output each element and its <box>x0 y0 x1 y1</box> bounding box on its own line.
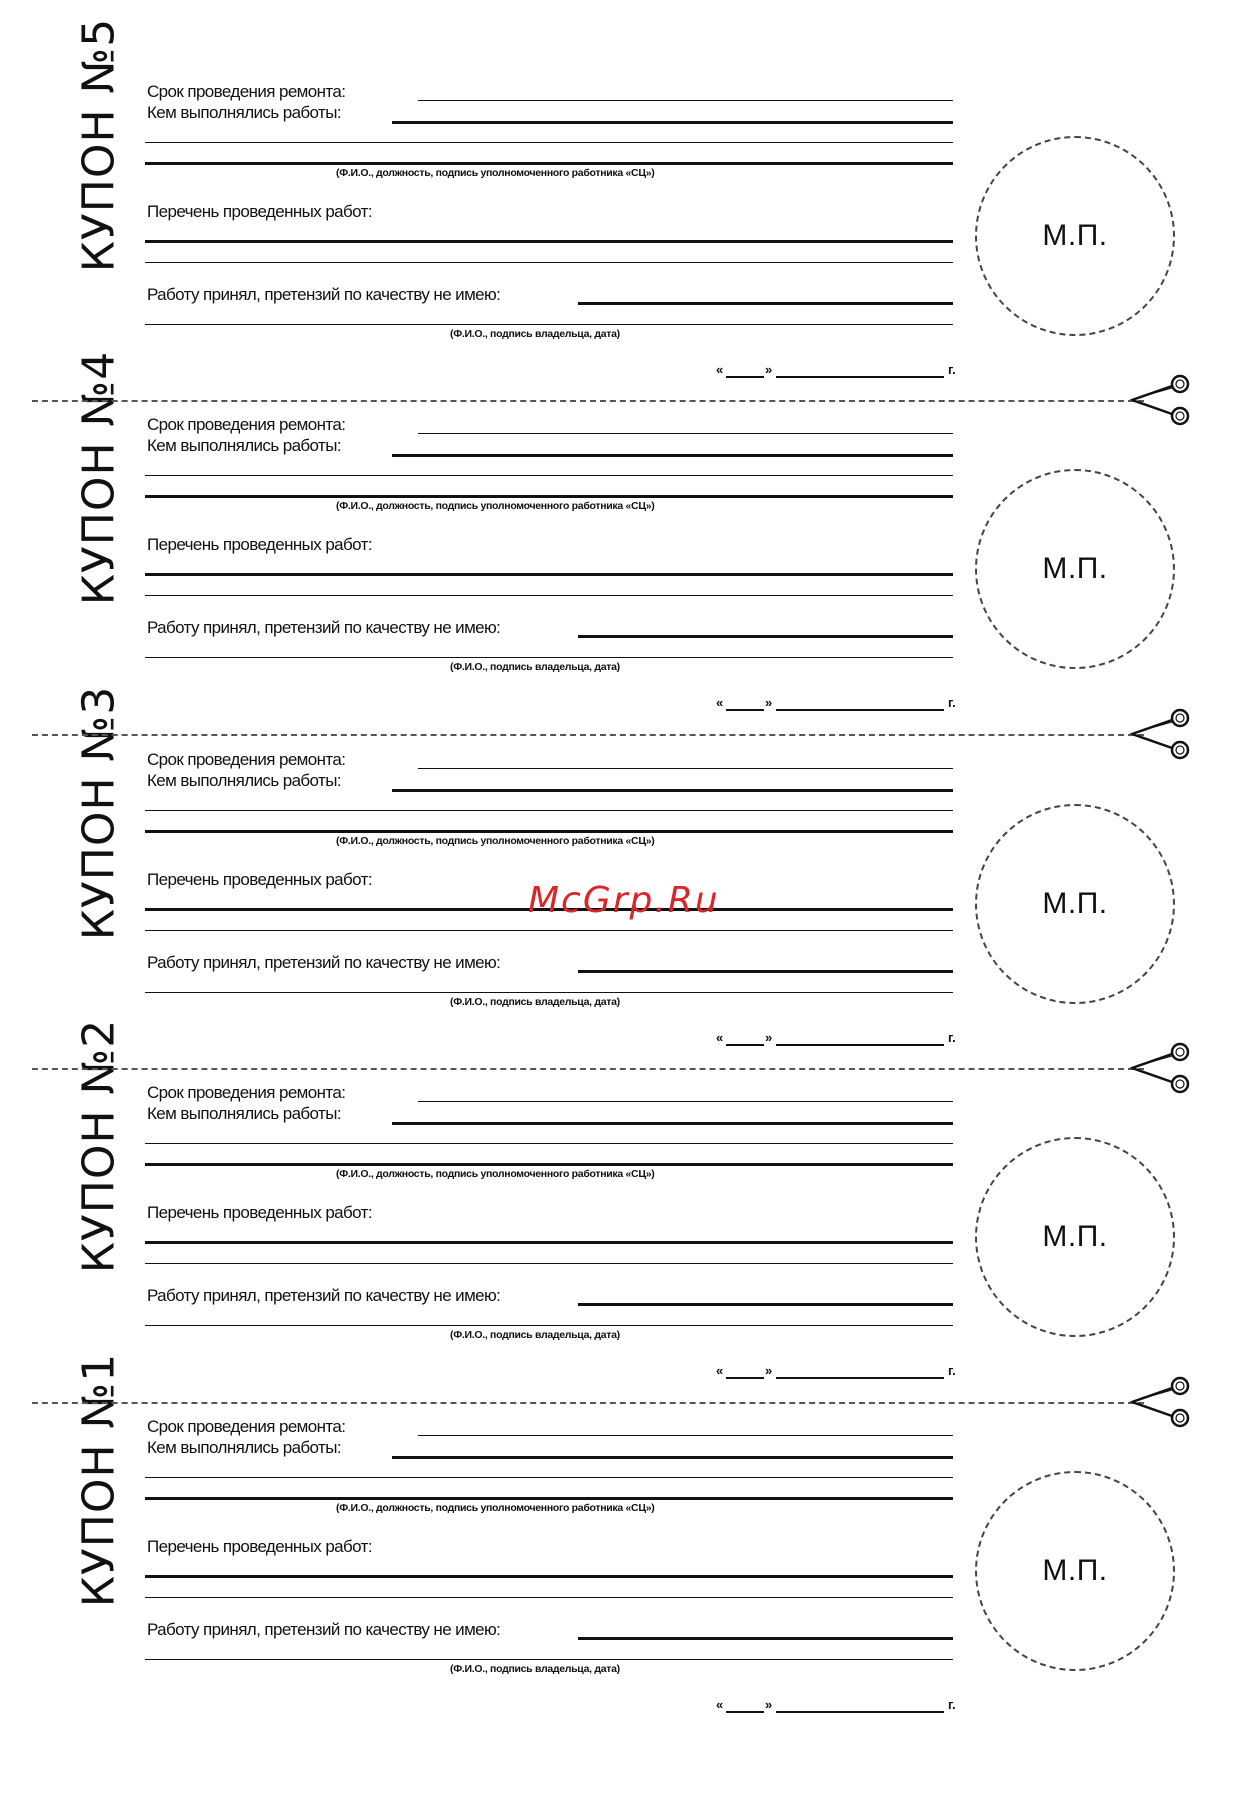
accepted-label: Работу принял, претензий по качеству не имею: <box>147 1620 506 1640</box>
scissors-icon <box>1128 1042 1194 1094</box>
owner-hint: (Ф.И.О., подпись владельца, дата) <box>450 1329 620 1341</box>
coupon-5: КУПОН №1 Срок проведения ремонта: Кем выполнялись работы: (Ф.И.О., должность, подпись уполномоченного работника «СЦ») Перечень проведенных работ: Работу принял, претензий по качеству не имею: (Ф.И.О., подпись владельца, дата) М.П. « » г. <box>0 1335 1245 1669</box>
coupon-title: КУПОН №5 <box>73 17 125 273</box>
cut-line <box>32 400 1144 402</box>
works-list-label: Перечень проведенных работ: <box>147 1537 378 1557</box>
scissors-icon <box>1128 1376 1194 1428</box>
stamp-label: М.П. <box>1042 1220 1108 1253</box>
cut-line <box>32 1402 1144 1404</box>
repair-date-label: Срок проведения ремонта: <box>147 750 351 770</box>
performer-hint: (Ф.И.О., должность, подпись уполномоченного работника «СЦ») <box>336 1168 655 1180</box>
stamp-label: М.П. <box>1042 1554 1108 1587</box>
works-list-label: Перечень проведенных работ: <box>147 535 378 555</box>
works-list-label: Перечень проведенных работ: <box>147 202 378 222</box>
repair-date-label: Срок проведения ремонта: <box>147 1417 351 1437</box>
accepted-label: Работу принял, претензий по качеству не имею: <box>147 618 506 638</box>
stamp-label: М.П. <box>1042 219 1108 252</box>
scissors-icon <box>1128 708 1194 760</box>
repair-date-label: Срок проведения ремонта: <box>147 1083 351 1103</box>
performer-hint: (Ф.И.О., должность, подпись уполномоченного работника «СЦ») <box>336 835 655 847</box>
stamp-label: М.П. <box>1042 887 1108 920</box>
stamp-circle <box>975 136 1175 336</box>
performed-by-label: Кем выполнялись работы: <box>147 436 347 456</box>
scissors-icon <box>1128 374 1194 426</box>
performed-by-label: Кем выполнялись работы: <box>147 1438 347 1458</box>
performer-hint: (Ф.И.О., должность, подпись уполномоченного работника «СЦ») <box>336 167 655 179</box>
performed-by-label: Кем выполнялись работы: <box>147 103 347 123</box>
repair-date-label: Срок проведения ремонта: <box>147 415 351 435</box>
performed-by-label: Кем выполнялись работы: <box>147 771 347 791</box>
watermark: McGrp.Ru <box>528 880 720 921</box>
coupon-title: КУПОН №1 <box>73 1352 125 1608</box>
stamp-label: М.П. <box>1042 552 1108 585</box>
performer-hint: (Ф.И.О., должность, подпись уполномоченного работника «СЦ») <box>336 1502 655 1514</box>
coupon-1: КУПОН №5 Срок проведения ремонта: Кем выполнялись работы: (Ф.И.О., должность, подпись уполномоченного работника «СЦ») Перечень проведенных работ: Работу принял, претензий по качеству не имею: (Ф.И.О., подпись владельца, дата) М.П. « » г. <box>0 0 1245 334</box>
accepted-label: Работу принял, претензий по качеству не имею: <box>147 953 506 973</box>
stamp-circle <box>975 1137 1175 1337</box>
repair-date-label: Срок проведения ремонта: <box>147 82 351 102</box>
owner-hint: (Ф.И.О., подпись владельца, дата) <box>450 996 620 1008</box>
stamp-circle <box>975 804 1175 1004</box>
coupon-title: КУПОН №4 <box>73 350 125 606</box>
coupon-title: КУПОН №2 <box>73 1018 125 1274</box>
coupon-4: КУПОН №2 Срок проведения ремонта: Кем выполнялись работы: (Ф.И.О., должность, подпись уполномоченного работника «СЦ») Перечень проведенных работ: Работу принял, претензий по качеству не имею: (Ф.И.О., подпись владельца, дата) М.П. « » г. <box>0 1001 1245 1335</box>
owner-hint: (Ф.И.О., подпись владельца, дата) <box>450 661 620 673</box>
coupon-title: КУПОН №3 <box>73 685 125 941</box>
stamp-circle <box>975 469 1175 669</box>
coupon-3: КУПОН №3 Срок проведения ремонта: Кем выполнялись работы: (Ф.И.О., должность, подпись уполномоченного работника «СЦ») Перечень проведенных работ: Работу принял, претензий по качеству не имею: (Ф.И.О., подпись владельца, дата) М.П. « » г. <box>0 668 1245 1002</box>
cut-line <box>32 734 1144 736</box>
works-list-label: Перечень проведенных работ: <box>147 1203 378 1223</box>
cut-line <box>32 1068 1144 1070</box>
owner-hint: (Ф.И.О., подпись владельца, дата) <box>450 328 620 340</box>
accepted-label: Работу принял, претензий по качеству не имею: <box>147 1286 506 1306</box>
coupon-2: КУПОН №4 Срок проведения ремонта: Кем выполнялись работы: (Ф.И.О., должность, подпись уполномоченного работника «СЦ») Перечень проведенных работ: Работу принял, претензий по качеству не имею: (Ф.И.О., подпись владельца, дата) М.П. « » г. <box>0 333 1245 667</box>
performer-hint: (Ф.И.О., должность, подпись уполномоченного работника «СЦ») <box>336 500 655 512</box>
performed-by-label: Кем выполнялись работы: <box>147 1104 347 1124</box>
accepted-label: Работу принял, претензий по качеству не имею: <box>147 285 506 305</box>
works-list-label: Перечень проведенных работ: <box>147 870 378 890</box>
stamp-circle <box>975 1471 1175 1671</box>
owner-hint: (Ф.И.О., подпись владельца, дата) <box>450 1663 620 1675</box>
